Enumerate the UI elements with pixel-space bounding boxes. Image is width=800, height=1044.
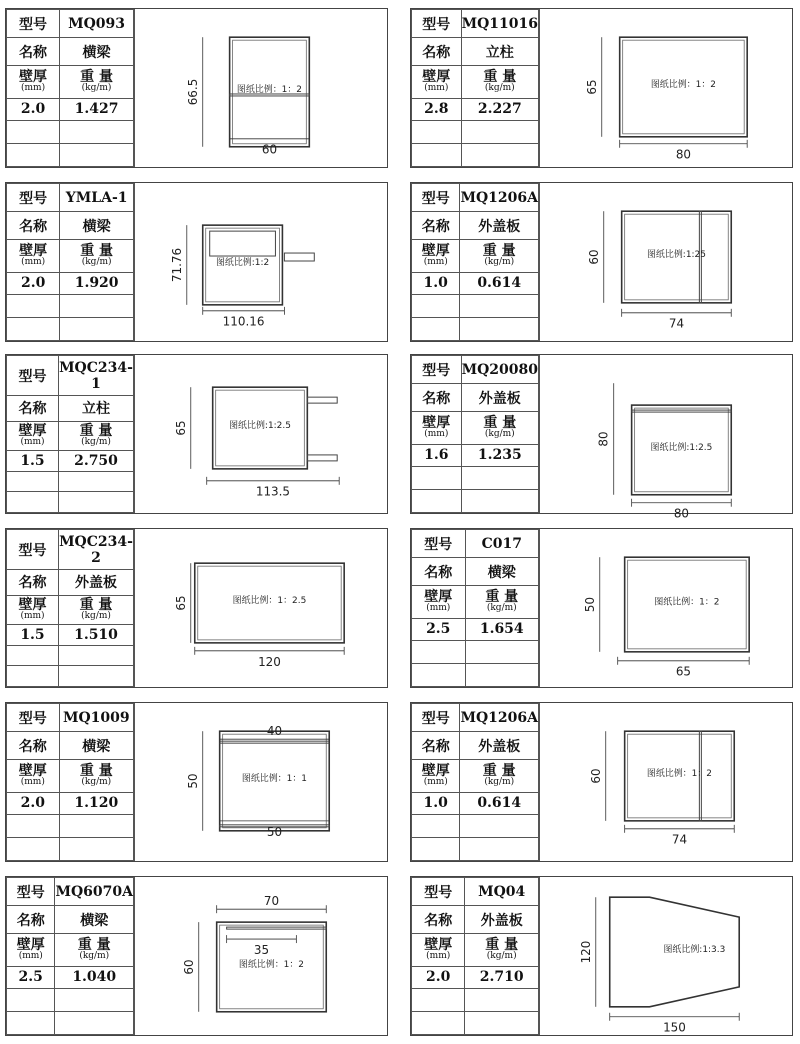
- wall-value: 2.0: [7, 792, 60, 815]
- scale-note: 图纸比例：1：2: [654, 597, 720, 608]
- width-dimension: 120: [258, 654, 281, 669]
- name-label: 名称: [7, 212, 60, 240]
- blank-cell: [460, 318, 539, 341]
- profile-drawing: [134, 9, 387, 167]
- weight-value: 0.614: [460, 272, 539, 295]
- profile-drawing-svg: [540, 9, 792, 167]
- weight-label-text: 重 量: [79, 597, 113, 614]
- scale-note: 图纸比例:1:2.5: [650, 442, 713, 453]
- height-dimension: 66.5: [185, 78, 200, 106]
- top-dimension: 70: [263, 894, 280, 909]
- blank-cell: [412, 989, 465, 1012]
- spec-table: [6, 355, 134, 513]
- profile-drawing: [539, 355, 792, 521]
- spec-table: [6, 9, 134, 167]
- blank-cell: [7, 295, 60, 318]
- scale-note: 图纸比例:1:2.5: [229, 421, 291, 432]
- blank-cell: [461, 144, 538, 167]
- name-label: 名称: [412, 906, 465, 934]
- name-label: 名称: [7, 570, 59, 596]
- weight-label: [59, 760, 133, 792]
- blank-cell: [7, 1012, 55, 1035]
- model-label: 型号: [7, 184, 60, 212]
- blank-cell: [7, 492, 59, 513]
- blank-cell: [460, 815, 539, 838]
- blank-cell: [412, 490, 462, 513]
- blank-cell: [412, 144, 462, 167]
- weight-label-text: 重 量: [80, 243, 114, 260]
- wall-unit: (mm): [423, 777, 448, 788]
- name-value: 外盖板: [59, 570, 134, 596]
- width-dimension: 35: [253, 943, 270, 958]
- wall-unit: (mm): [21, 257, 46, 268]
- model-value: MQC234-1: [59, 356, 134, 396]
- top-dimension: 40: [266, 724, 283, 739]
- wall-value: 1.6: [412, 444, 462, 467]
- blank-cell: [60, 295, 134, 318]
- profile-drawing: [134, 703, 387, 861]
- model-label: 型号: [412, 184, 460, 212]
- profile-drawing-svg: [135, 529, 387, 687]
- blank-cell: [465, 664, 539, 687]
- name-label: 名称: [7, 396, 59, 422]
- wall-value: 2.8: [412, 98, 462, 121]
- name-value: 横梁: [59, 732, 133, 760]
- wall-label-text: 壁厚: [424, 937, 453, 954]
- profile-card: [5, 876, 388, 1036]
- blank-cell: [7, 666, 59, 687]
- weight-label-text: 重 量: [79, 763, 113, 780]
- wall-label-text: 壁厚: [18, 763, 47, 780]
- spec-table: [6, 877, 134, 1035]
- profile-card: [410, 8, 793, 168]
- model-value: MQ1206A: [460, 184, 539, 212]
- width-dimension: 150: [663, 1020, 686, 1035]
- scale-note: 图纸比例:1:2: [215, 257, 270, 268]
- profile-card: [410, 528, 793, 688]
- profile-drawing: [539, 9, 792, 167]
- name-label: 名称: [412, 38, 462, 66]
- scale-note: 图纸比例：1：2: [236, 84, 303, 95]
- blank-cell: [7, 645, 59, 666]
- wall-label: [412, 412, 462, 444]
- weight-unit: (kg/m): [81, 611, 111, 622]
- blank-cell: [412, 664, 466, 687]
- profile-card: [5, 528, 388, 688]
- wall-label: [412, 934, 465, 966]
- spec-table: [411, 877, 539, 1035]
- spec-table: [411, 355, 539, 513]
- wall-value: 1.0: [412, 272, 460, 295]
- name-value: 横梁: [55, 906, 134, 934]
- weight-unit: (kg/m): [484, 777, 515, 788]
- weight-label-text: 重 量: [485, 937, 519, 954]
- blank-cell: [461, 490, 538, 513]
- spec-table: [6, 183, 134, 341]
- height-dimension: 65: [173, 595, 188, 611]
- profile-drawing-svg: [540, 183, 792, 341]
- model-label: 型号: [7, 10, 60, 38]
- weight-label-text: 重 量: [483, 69, 517, 86]
- profile-drawing-svg: [540, 355, 792, 521]
- weight-value: 1.510: [59, 624, 134, 645]
- profile-card: [5, 702, 388, 862]
- weight-value: 2.750: [59, 450, 134, 471]
- wall-unit: (mm): [424, 83, 449, 94]
- profile-drawing: [539, 877, 792, 1035]
- blank-cell: [55, 989, 134, 1012]
- wall-label-text: 壁厚: [421, 763, 450, 780]
- model-label: 型号: [7, 704, 60, 732]
- wall-label: [7, 595, 59, 624]
- blank-cell: [412, 641, 466, 664]
- spec-table: [411, 9, 539, 167]
- width-dimension: 80: [673, 506, 690, 521]
- profile-card: [5, 354, 388, 514]
- model-value: MQ6070A: [55, 878, 134, 906]
- weight-label: [461, 66, 538, 98]
- width-dimension: 60: [261, 142, 278, 157]
- model-value: MQ093: [60, 10, 134, 38]
- width-dimension: 80: [675, 147, 692, 162]
- model-label: 型号: [7, 878, 55, 906]
- profile-web: [632, 410, 732, 412]
- spec-table: [6, 703, 134, 861]
- blank-cell: [412, 815, 460, 838]
- model-value: MQ04: [465, 878, 539, 906]
- weight-unit: (kg/m): [484, 83, 515, 94]
- blank-cell: [412, 318, 460, 341]
- wall-label: [412, 586, 466, 618]
- blank-cell: [412, 838, 460, 861]
- wall-unit: (mm): [423, 257, 448, 268]
- weight-label: [59, 595, 134, 624]
- wall-label-text: 壁厚: [19, 69, 48, 86]
- weight-label: [460, 760, 539, 792]
- blank-cell: [7, 318, 60, 341]
- weight-value: 1.427: [60, 98, 134, 121]
- height-dimension: 60: [588, 768, 603, 784]
- blank-cell: [59, 645, 134, 666]
- spec-table: [411, 529, 539, 687]
- profile-card: [410, 876, 793, 1036]
- name-value: 立柱: [461, 38, 538, 66]
- wall-value: 2.5: [412, 618, 466, 641]
- wall-label: [412, 760, 460, 792]
- blank-cell: [55, 1012, 134, 1035]
- weight-label: [60, 240, 134, 272]
- blank-cell: [7, 471, 59, 492]
- model-label: 型号: [412, 878, 465, 906]
- blank-cell: [461, 121, 538, 144]
- wall-value: 2.0: [7, 272, 60, 295]
- weight-unit: (kg/m): [81, 83, 112, 94]
- model-value: MQ1206A: [460, 704, 539, 732]
- height-dimension: 65: [173, 420, 188, 436]
- profile-card: [5, 8, 388, 168]
- wall-value: 1.5: [7, 450, 59, 471]
- wall-value: 2.5: [7, 966, 55, 989]
- wall-label: [7, 934, 55, 966]
- wall-unit: (mm): [20, 437, 45, 448]
- profile-flange: [307, 455, 337, 461]
- profile-web: [220, 741, 330, 743]
- profile-drawing: [539, 183, 792, 341]
- blank-cell: [460, 838, 539, 861]
- weight-unit: (kg/m): [81, 257, 112, 268]
- profile-drawing-svg: [135, 877, 387, 1035]
- model-label: 型号: [7, 530, 59, 570]
- blank-cell: [412, 467, 462, 490]
- scale-note: 图纸比例：1：2: [650, 80, 716, 91]
- scale-note: 图纸比例:1:3.3: [663, 945, 726, 956]
- blank-cell: [7, 121, 60, 144]
- name-label: 名称: [7, 732, 60, 760]
- blank-cell: [7, 989, 55, 1012]
- blank-cell: [412, 295, 460, 318]
- wall-unit: (mm): [426, 951, 451, 962]
- wall-value: 1.5: [7, 624, 59, 645]
- profile-web: [227, 927, 327, 929]
- wall-label-text: 壁厚: [422, 415, 451, 432]
- weight-label: [465, 586, 539, 618]
- name-value: 横梁: [60, 38, 134, 66]
- weight-label: [461, 412, 538, 444]
- model-label: 型号: [412, 530, 466, 558]
- blank-cell: [59, 815, 133, 838]
- wall-unit: (mm): [20, 611, 45, 622]
- weight-label-text: 重 量: [79, 423, 113, 440]
- spec-table: [411, 183, 539, 341]
- weight-unit: (kg/m): [484, 429, 515, 440]
- weight-label: [465, 934, 539, 966]
- weight-label-text: 重 量: [482, 243, 516, 260]
- blank-cell: [7, 815, 60, 838]
- weight-value: 1.920: [60, 272, 134, 295]
- model-label: 型号: [7, 356, 59, 396]
- height-dimension: 60: [181, 959, 196, 975]
- wall-unit: (mm): [20, 777, 45, 788]
- profile-card: [410, 182, 793, 342]
- profile-flange: [284, 253, 314, 261]
- name-value: 外盖板: [465, 906, 539, 934]
- profile-drawing-svg: [540, 529, 792, 687]
- height-dimension: 71.76: [169, 247, 184, 283]
- name-label: 名称: [7, 906, 55, 934]
- blank-cell: [460, 295, 539, 318]
- wall-label-text: 壁厚: [18, 423, 47, 440]
- model-label: 型号: [412, 10, 462, 38]
- wall-label-text: 壁厚: [424, 589, 453, 606]
- wall-label-text: 壁厚: [18, 597, 47, 614]
- blank-cell: [412, 121, 462, 144]
- blank-cell: [7, 144, 60, 167]
- spec-table: [6, 529, 134, 687]
- name-value: 横梁: [60, 212, 134, 240]
- name-label: 名称: [412, 732, 460, 760]
- blank-cell: [59, 471, 134, 492]
- scale-note: 图纸比例：1：1: [241, 774, 308, 785]
- profile-drawing-svg: [135, 355, 387, 513]
- height-dimension: 120: [578, 940, 593, 964]
- width-dimension: 110.16: [222, 314, 265, 329]
- scale-note: 图纸比例：1：2.5: [232, 596, 307, 607]
- profile-drawing-svg: [540, 877, 792, 1035]
- model-value: MQ1009: [59, 704, 133, 732]
- profile-drawing: [539, 703, 792, 861]
- model-label: 型号: [412, 356, 462, 384]
- blank-cell: [461, 467, 538, 490]
- blank-cell: [60, 144, 134, 167]
- height-dimension: 50: [185, 773, 200, 789]
- profile-drawing: [134, 877, 387, 1035]
- wall-label: [7, 240, 60, 272]
- profile-card: [410, 702, 793, 862]
- wall-label-text: 壁厚: [16, 937, 45, 954]
- scale-note: 图纸比例：1：2: [238, 959, 305, 970]
- weight-label: [59, 421, 134, 450]
- model-value: YMLA-1: [60, 184, 134, 212]
- model-value: C017: [465, 530, 539, 558]
- width-dimension: 50: [266, 824, 283, 839]
- wall-value: 2.0: [412, 966, 465, 989]
- blank-cell: [465, 641, 539, 664]
- blank-cell: [465, 989, 539, 1012]
- blank-cell: [59, 492, 134, 513]
- weight-unit: (kg/m): [486, 603, 517, 614]
- wall-label-text: 壁厚: [422, 69, 451, 86]
- weight-value: 2.227: [461, 98, 538, 121]
- model-value: MQ20080: [461, 356, 538, 384]
- name-value: 外盖板: [460, 212, 539, 240]
- profile-drawing-svg: [135, 183, 387, 341]
- blank-cell: [7, 838, 60, 861]
- blank-cell: [60, 121, 134, 144]
- name-label: 名称: [7, 38, 60, 66]
- profile-card: [5, 182, 388, 342]
- wall-label: [7, 66, 60, 98]
- name-value: 外盖板: [460, 732, 539, 760]
- height-dimension: 80: [596, 431, 611, 447]
- wall-label: [412, 240, 460, 272]
- name-value: 外盖板: [461, 384, 538, 412]
- wall-label: [7, 760, 60, 792]
- blank-cell: [59, 838, 133, 861]
- scale-note: 图纸比例：1：2: [646, 769, 713, 780]
- weight-value: 1.235: [461, 444, 538, 467]
- blank-cell: [60, 318, 134, 341]
- wall-unit: (mm): [424, 429, 449, 440]
- profile-drawing-svg: [135, 703, 387, 861]
- weight-value: 2.710: [465, 966, 539, 989]
- profile-drawing: [134, 529, 387, 687]
- weight-label: [460, 240, 539, 272]
- spec-table: [411, 703, 539, 861]
- weight-label-text: 重 量: [77, 937, 111, 954]
- blank-cell: [465, 1012, 539, 1035]
- name-value: 横梁: [465, 558, 539, 586]
- weight-value: 1.654: [465, 618, 539, 641]
- profile-drawing-svg: [540, 703, 792, 861]
- name-label: 名称: [412, 558, 466, 586]
- weight-label-text: 重 量: [482, 763, 516, 780]
- blank-cell: [59, 666, 134, 687]
- model-value: MQC234-2: [59, 530, 134, 570]
- name-label: 名称: [412, 384, 462, 412]
- wall-unit: (mm): [426, 603, 451, 614]
- weight-value: 1.120: [59, 792, 133, 815]
- width-dimension: 65: [675, 664, 692, 679]
- height-dimension: 50: [582, 596, 597, 613]
- weight-label: [55, 934, 134, 966]
- weight-unit: (kg/m): [484, 257, 515, 268]
- profile-drawing: [134, 355, 387, 513]
- weight-unit: (kg/m): [79, 951, 110, 962]
- weight-value: 1.040: [55, 966, 134, 989]
- height-dimension: 65: [584, 79, 599, 95]
- weight-label-text: 重 量: [483, 415, 517, 432]
- weight-label-text: 重 量: [80, 69, 113, 86]
- blank-cell: [412, 1012, 465, 1035]
- wall-label: [7, 421, 59, 450]
- weight-label-text: 重 量: [485, 589, 519, 606]
- wall-label-text: 壁厚: [19, 243, 48, 260]
- weight-unit: (kg/m): [81, 437, 111, 448]
- wall-label: [412, 66, 462, 98]
- wall-unit: (mm): [21, 83, 46, 94]
- width-dimension: 74: [671, 832, 688, 847]
- weight-value: 0.614: [460, 792, 539, 815]
- wall-unit: (mm): [18, 951, 43, 962]
- profile-flange: [307, 397, 337, 403]
- weight-unit: (kg/m): [486, 951, 517, 962]
- wall-value: 1.0: [412, 792, 460, 815]
- width-dimension: 113.5: [255, 484, 291, 499]
- weight-label: [60, 66, 134, 98]
- scale-note: 图纸比例:1:25: [646, 250, 706, 261]
- profile-drawing-svg: [135, 9, 387, 167]
- weight-unit: (kg/m): [81, 777, 112, 788]
- model-value: MQ11016: [461, 10, 538, 38]
- profile-web: [210, 231, 276, 256]
- name-value: 立柱: [59, 396, 134, 422]
- wall-value: 2.0: [7, 98, 60, 121]
- profile-drawing: [134, 183, 387, 341]
- height-dimension: 60: [586, 249, 601, 265]
- model-label: 型号: [412, 704, 460, 732]
- width-dimension: 74: [668, 316, 685, 331]
- wall-label-text: 壁厚: [421, 243, 450, 260]
- profile-drawing: [539, 529, 792, 687]
- profile-card: [410, 354, 793, 521]
- name-label: 名称: [412, 212, 460, 240]
